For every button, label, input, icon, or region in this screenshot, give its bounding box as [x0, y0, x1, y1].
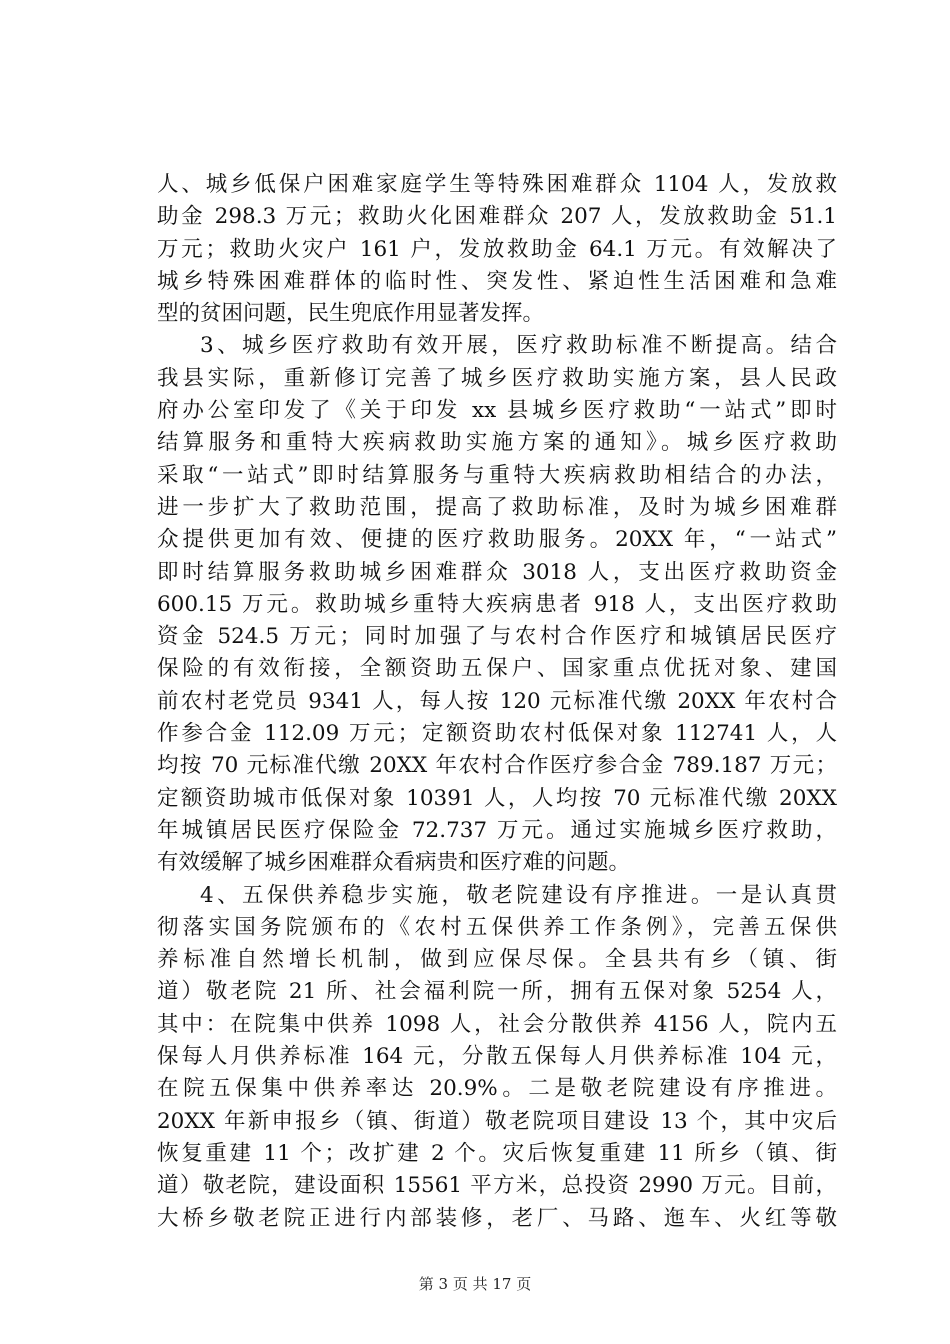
text-line: 前农村老党员 9341 人，每人按 120 元标准代缴 20XX 年农村合 — [157, 688, 837, 714]
text-line: 采取“一站式”即时结算服务与重特大疾病救助相结合的办法， — [157, 462, 837, 488]
text-line: 城乡特殊困难群体的临时性、突发性、紧迫性生活困难和急难 — [157, 268, 837, 294]
text-line: 进一步扩大了救助范围，提高了救助标准，及时为城乡困难群 — [157, 494, 837, 520]
text-line: 在院五保集中供养率达 20.9%。二是敬老院建设有序推进。 — [157, 1076, 837, 1102]
text-line: 作参合金 112.09 万元；定额资助农村低保对象 112741 人，人 — [157, 721, 837, 747]
page-number-footer: 第 3 页 共 17 页 — [418, 1275, 532, 1293]
text-line: 年城镇居民医疗保险金 72.737 万元。通过实施城乡医疗救助， — [157, 817, 837, 843]
text-line: 即时结算服务救助城乡困难群众 3018 人，支出医疗救助资金 — [157, 559, 837, 585]
text-line: 助金 298.3 万元；救助火化困难群众 207 人，发放救助金 51.1 — [157, 204, 837, 230]
text-line: 保险的有效衔接，全额资助五保户、国家重点优抚对象、建国 — [157, 656, 837, 682]
text-line: 其中：在院集中供养 1098 人，社会分散供养 4156 人，院内五 — [157, 1011, 837, 1037]
text-line: 均按 70 元标准代缴 20XX 年农村合作医疗参合金 789.187 万元； — [157, 753, 837, 779]
text-line: 我县实际，重新修订完善了城乡医疗救助实施方案，县人民政 — [157, 365, 837, 391]
text-line: 定额资助城市低保对象 10391 人，人均按 70 元标准代缴 20XX — [157, 785, 837, 811]
text-line: 20XX 年新申报乡（镇、街道）敬老院项目建设 13 个，其中灾后 — [157, 1108, 837, 1134]
text-line: 600.15 万元。救助城乡重特大疾病患者 918 人，支出医疗救助 — [157, 591, 837, 617]
text-line: 大桥乡敬老院正进行内部装修，老厂、马路、迤车、火红等敬 — [157, 1205, 837, 1231]
paragraph-start-line: 4、五保供养稳步实施，敬老院建设有序推进。一是认真贯 — [200, 882, 837, 908]
text-line: 众提供更加有效、便捷的医疗救助服务。20XX 年，“一站式” — [157, 527, 837, 553]
document-body — [157, 169, 837, 1235]
text-line: 人、城乡低保户困难家庭学生等特殊困难群众 1104 人，发放救 — [157, 172, 837, 197]
text-line: 型的贫困问题，民生兜底作用显著发挥。 — [157, 301, 545, 327]
text-line: 养标准自然增长机制，做到应保尽保。全县共有乡（镇、街 — [157, 947, 837, 973]
text-line: 道）敬老院，建设面积 15561 平方米，总投资 2990 万元。目前， — [157, 1173, 837, 1199]
text-line: 结算服务和重特大疾病救助实施方案的通知》。城乡医疗救助 — [157, 430, 837, 456]
text-line: 资金 524.5 万元；同时加强了与农村合作医疗和城镇居民医疗 — [157, 624, 837, 650]
text-line: 道）敬老院 21 所、社会福利院一所，拥有五保对象 5254 人， — [157, 979, 837, 1005]
text-line: 彻落实国务院颁布的《农村五保供养工作条例》，完善五保供 — [157, 914, 837, 940]
text-line: 府办公室印发了《关于印发 xx 县城乡医疗救助“一站式”即时 — [157, 398, 837, 424]
paragraph-start-line: 3、城乡医疗救助有效开展，医疗救助标准不断提高。结合 — [200, 333, 837, 359]
text-line: 万元；救助火灾户 161 户，发放救助金 64.1 万元。有效解决了 — [157, 236, 837, 262]
text-line: 保每人月供养标准 164 元，分散五保每人月供养标准 104 元， — [157, 1044, 837, 1070]
text-line: 恢复重建 11 个；改扩建 2 个。灾后恢复重建 11 所乡（镇、街 — [157, 1140, 837, 1166]
text-line: 有效缓解了城乡困难群众看病贵和医疗难的问题。 — [157, 850, 631, 876]
